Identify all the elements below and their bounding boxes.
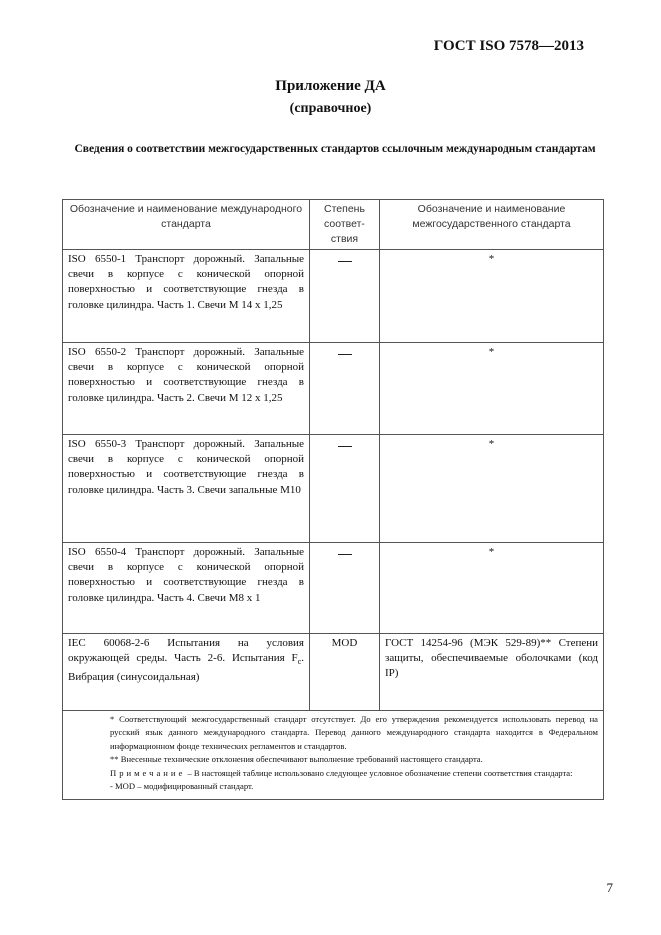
table-row xyxy=(63,250,604,343)
interstate-standard-cell: * xyxy=(380,435,604,543)
page-number: 7 xyxy=(606,880,613,895)
degree-cell xyxy=(310,435,380,543)
interstate-standard-cell: * xyxy=(380,250,604,343)
table-caption: Сведения о соответствии межгосударственных стандартов ссылочным международным стандартам xyxy=(74,143,596,155)
table-row xyxy=(63,634,604,711)
standards-correspondence-table xyxy=(62,199,604,800)
note-2: ** Внесенные технические отклонения обеспечивают выполнение требований настоящего стандарта. xyxy=(110,754,483,765)
table-notes-row xyxy=(63,711,604,800)
international-standard-cell: ISO 6550-4 Транспорт дорожный. Запальные свечи в корпусе с конической опорной поверхностью и соответствующие гнезда в головке цилиндра. Часть 4. Свечи М8 х 1 xyxy=(63,543,310,634)
dash-mark xyxy=(338,446,352,447)
table-row xyxy=(63,435,604,543)
interstate-standard-cell: * xyxy=(380,543,604,634)
interstate-standard-cell: * xyxy=(380,343,604,435)
table-row xyxy=(63,343,604,435)
international-standard-cell: ISO 6550-1 Транспорт дорожный. Запальные свечи в корпусе с конической опорной поверхностью и соответствующие гнезда в головке цилиндра. Часть 1. Свечи М 14 х 1,25 xyxy=(63,250,310,343)
appendix-subtitle: (справочное) xyxy=(289,101,372,116)
dash-mark xyxy=(338,261,352,262)
interstate-standard-cell: ГОСТ 14254-96 (МЭК 529-89)** Степени защиты, обеспечиваемые оболочками (код IP) xyxy=(380,634,604,711)
header-degree-of-conformity: Степень соответ-ствия xyxy=(310,200,380,250)
note-1: * Соответствующий межгосударственный стандарт отсутствует. До его утверждения рекомендуется использовать перевод на русский язык данного международного стандарта. Перевод данного международного стандарта находится в Федеральном информационном фонде технических регламентов и стандартов. xyxy=(110,714,598,751)
degree-cell xyxy=(310,343,380,435)
international-standard-cell: ISO 6550-2 Транспорт дорожный. Запальные свечи в корпусе с конической опорной поверхностью и соответствующие гнезда в головке цилиндра. Часть 2. Свечи М 12 х 1,25 xyxy=(63,343,310,435)
note-3: Примечание – В настоящей таблице использовано следующее условное обозначение степени соответствия стандарта: xyxy=(110,767,573,778)
note-4: - MOD – модифицированный стандарт. xyxy=(110,781,254,792)
header-international-standard: Обозначение и наименование международного стандарта xyxy=(63,200,310,250)
table-row xyxy=(63,543,604,634)
document-id: ГОСТ ISO 7578—2013 xyxy=(433,38,584,54)
table-notes xyxy=(63,711,604,800)
table-header-row xyxy=(63,200,604,250)
dash-mark xyxy=(338,554,352,555)
appendix-title: Приложение ДА xyxy=(275,78,386,94)
header-interstate-standard: Обозначение и наименование межгосударственного стандарта xyxy=(380,200,604,250)
degree-cell: MOD xyxy=(310,634,380,711)
dash-mark xyxy=(338,354,352,355)
international-standard-cell: ISO 6550-3 Транспорт дорожный. Запальные свечи в корпусе с конической опорной поверхностью и соответствующие гнезда в головке цилиндра. Часть 3. Свечи запальные М10 xyxy=(63,435,310,543)
international-standard-cell: IEC 60068-2-6 Испытания на условия окружающей среды. Часть 2-6. Испытания $F_c$. Вибрация (синусоидальная) xyxy=(63,634,310,711)
degree-cell xyxy=(310,543,380,634)
degree-cell xyxy=(310,250,380,343)
